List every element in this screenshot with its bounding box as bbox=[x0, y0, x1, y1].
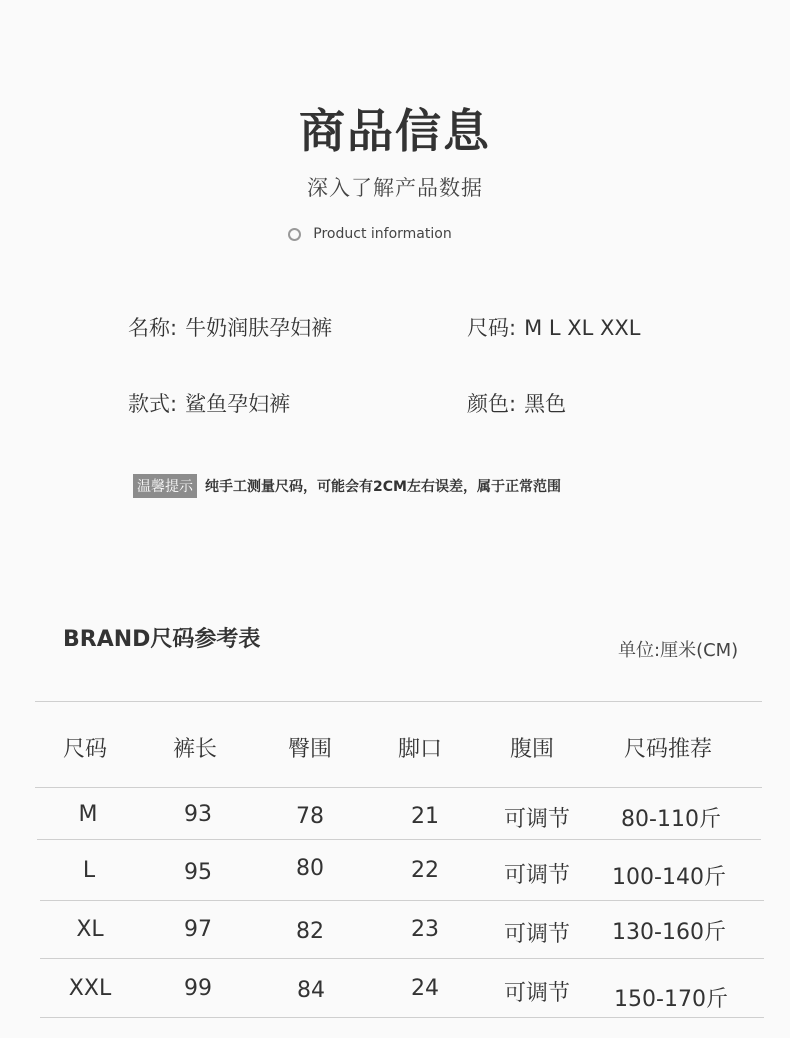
table-cell: XXL bbox=[68, 976, 112, 1001]
table-cell: XL bbox=[76, 917, 104, 942]
table-cell: 78 bbox=[296, 804, 324, 829]
table-divider bbox=[40, 958, 764, 959]
table-cell: M bbox=[78, 802, 98, 827]
size-table-unit: 单位:厘米(CM) bbox=[618, 640, 739, 661]
info-name bbox=[128, 312, 332, 342]
header-cell: 脚口 bbox=[397, 737, 443, 762]
style-value: 鲨鱼孕妇裤 bbox=[185, 392, 291, 416]
table-divider bbox=[35, 701, 762, 702]
page-subtitle: 深入了解产品数据 bbox=[307, 176, 483, 200]
table-cell: 可调节 bbox=[503, 922, 571, 947]
english-caption-text: Product information bbox=[313, 226, 452, 242]
size-label: 尺码: bbox=[467, 316, 517, 340]
table-divider bbox=[40, 900, 764, 901]
table-cell: 82 bbox=[296, 919, 324, 944]
table-cell: 23 bbox=[411, 917, 439, 942]
color-value: 黑色 bbox=[524, 392, 567, 416]
table-cell: 可调节 bbox=[503, 807, 571, 832]
table-cell: 24 bbox=[411, 976, 439, 1001]
table-divider bbox=[37, 839, 761, 840]
table-cell: 21 bbox=[411, 804, 439, 829]
table-cell: 93 bbox=[184, 802, 212, 827]
english-caption bbox=[0, 226, 790, 242]
table-cell: 84 bbox=[297, 978, 325, 1003]
header-cell: 裤长 bbox=[172, 737, 218, 762]
table-cell: 可调节 bbox=[503, 863, 571, 888]
table-cell: L bbox=[82, 858, 96, 883]
tip-tag: 温馨提示 bbox=[133, 474, 197, 498]
name-value: 牛奶润肤孕妇裤 bbox=[185, 316, 333, 340]
table-cell: 99 bbox=[184, 976, 212, 1001]
header-cell: 尺码 bbox=[62, 737, 108, 762]
table-cell: 150-170斤 bbox=[614, 987, 728, 1012]
tip-text: 纯手工测量尺码，可能会有2CM左右误差，属于正常范围 bbox=[205, 479, 561, 495]
table-cell: 80-110斤 bbox=[621, 807, 721, 832]
info-size bbox=[467, 312, 640, 342]
header-cell: 腹围 bbox=[509, 737, 555, 762]
style-label: 款式: bbox=[128, 392, 178, 416]
table-divider bbox=[40, 1017, 764, 1018]
table-divider bbox=[35, 787, 762, 788]
table-cell: 可调节 bbox=[503, 981, 571, 1006]
info-style bbox=[128, 388, 290, 418]
table-cell: 130-160斤 bbox=[612, 920, 726, 945]
page-title: 商品信息 bbox=[299, 104, 491, 158]
color-label: 颜色: bbox=[467, 392, 517, 416]
name-label: 名称: bbox=[128, 316, 178, 340]
table-cell: 80 bbox=[296, 856, 324, 881]
table-cell: 100-140斤 bbox=[612, 865, 726, 890]
header-cell: 臀围 bbox=[287, 737, 333, 762]
ring-icon bbox=[288, 228, 301, 241]
size-value: M L XL XXL bbox=[524, 316, 641, 340]
table-cell: 95 bbox=[184, 860, 212, 885]
table-cell: 97 bbox=[184, 917, 212, 942]
size-table-title: BRAND尺码参考表 bbox=[63, 627, 261, 652]
header-cell: 尺码推荐 bbox=[623, 737, 713, 762]
table-cell: 22 bbox=[411, 858, 439, 883]
tip-note bbox=[133, 474, 561, 498]
info-color bbox=[467, 388, 566, 418]
